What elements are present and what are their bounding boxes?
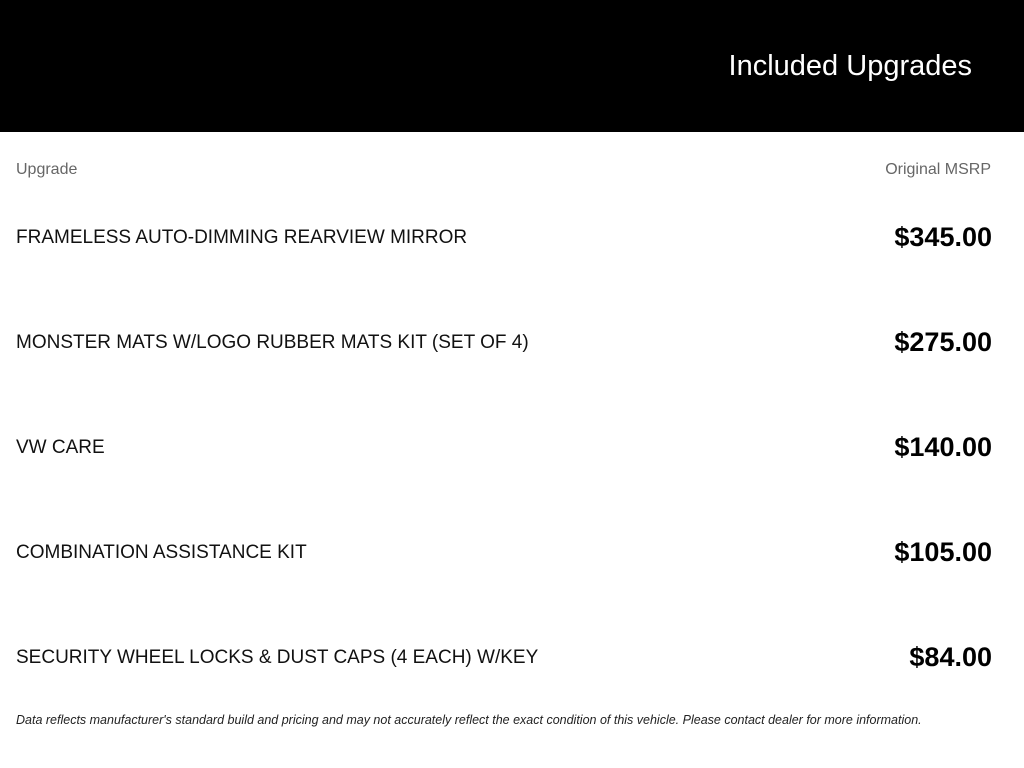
upgrade-price: $84.00 bbox=[909, 642, 992, 672]
upgrade-name: SECURITY WHEEL LOCKS & DUST CAPS (4 EACH) W/KEY bbox=[16, 647, 539, 668]
upgrade-name: VW CARE bbox=[16, 437, 105, 458]
page-title: Included Upgrades bbox=[728, 50, 972, 82]
upgrade-price: $345.00 bbox=[894, 222, 992, 252]
column-header-msrp: Original MSRP bbox=[885, 161, 991, 178]
upgrade-price: $140.00 bbox=[894, 432, 992, 462]
disclaimer-text: Data reflects manufacturer's standard build and pricing and may not accurately reflect the exact condition of this vehicle. Please contact dealer for more information. bbox=[16, 713, 922, 727]
upgrade-name: FRAMELESS AUTO-DIMMING REARVIEW MIRROR bbox=[16, 227, 468, 248]
list-item bbox=[0, 185, 1024, 290]
upgrades-list bbox=[0, 185, 1024, 710]
upgrade-name: COMBINATION ASSISTANCE KIT bbox=[16, 542, 307, 563]
upgrade-price: $105.00 bbox=[894, 537, 992, 567]
list-item bbox=[0, 395, 1024, 500]
header-bar bbox=[0, 0, 1024, 132]
upgrade-name: MONSTER MATS W/LOGO RUBBER MATS KIT (SET OF 4) bbox=[16, 332, 529, 353]
list-item bbox=[0, 290, 1024, 395]
column-header-upgrade: Upgrade bbox=[16, 161, 78, 178]
list-item bbox=[0, 500, 1024, 605]
upgrade-price: $275.00 bbox=[894, 327, 992, 357]
list-item bbox=[0, 605, 1024, 710]
